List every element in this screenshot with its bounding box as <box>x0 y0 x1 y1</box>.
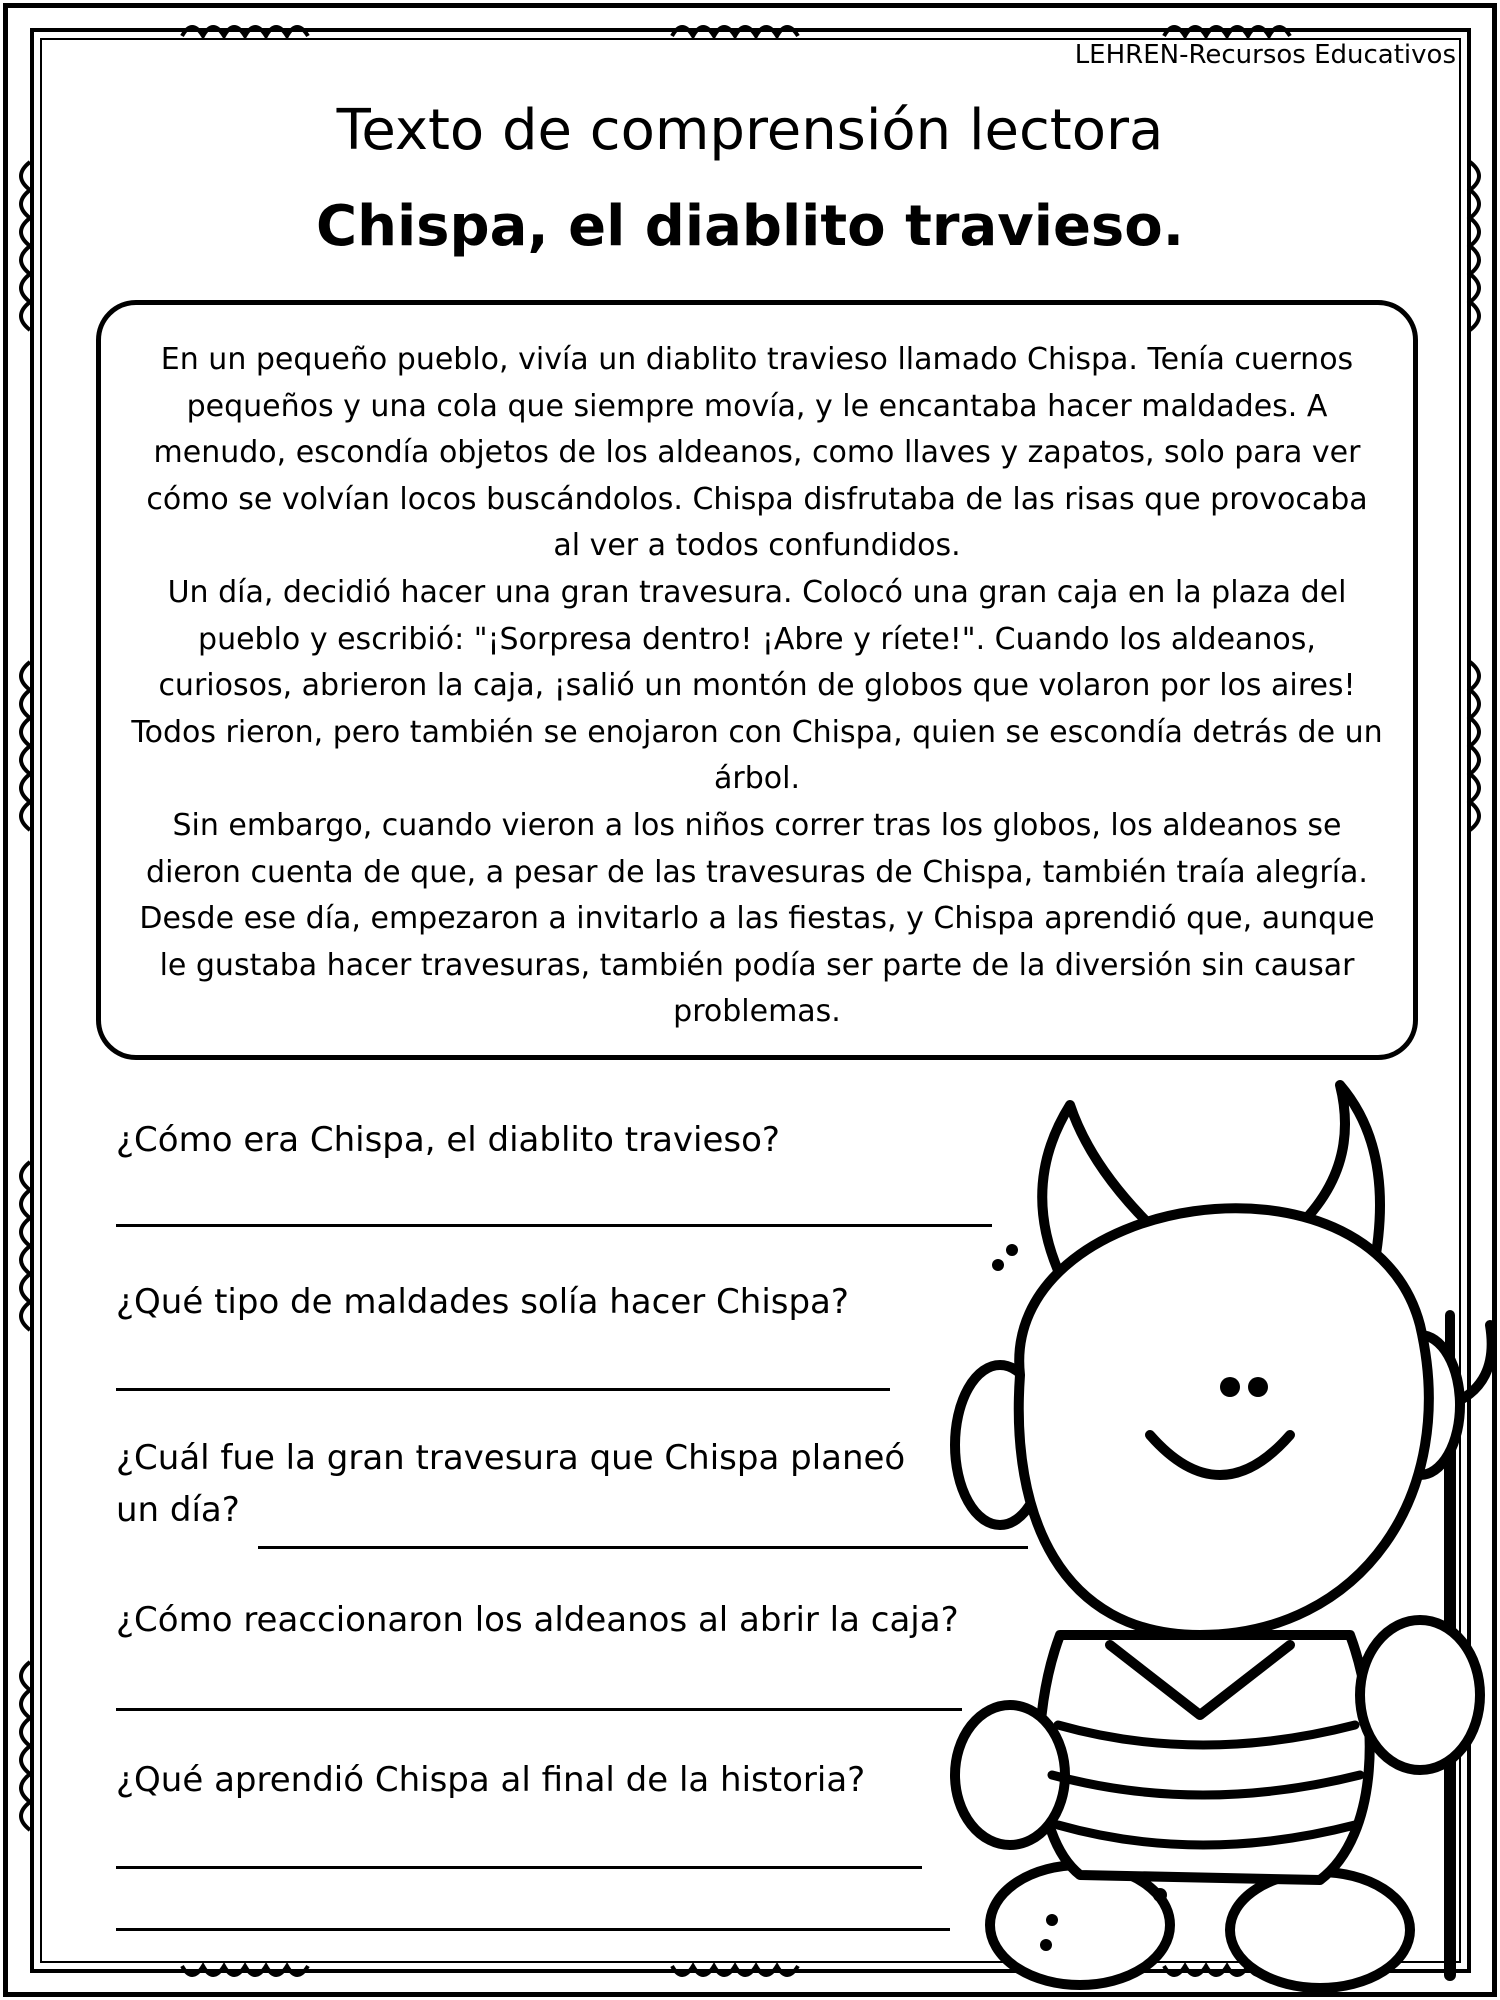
story-title: Chispa, el diablito travieso. <box>315 194 1185 259</box>
story-paragraph-3: Sin embargo, cuando vieron a los niños correr tras los globos, los aldeanos se dieron cuenta de que, a pesar de las travesuras de Chispa, también traía alegría. Desde ese día, empezaron a invitarlo a las fiestas, y Chispa aprendió que, aunque le gustaba hacer travesuras, también podía ser parte de la diversión sin causar problemas. <box>139 807 1375 1030</box>
answer-line-2[interactable] <box>116 1388 890 1391</box>
left-scallop-bottom <box>8 1660 34 1830</box>
answer-line-5b[interactable] <box>116 1928 950 1931</box>
question-3-continuation: un día? <box>116 1490 240 1530</box>
left-scallop-middle <box>8 660 34 830</box>
answer-line-1[interactable] <box>116 1224 992 1227</box>
answer-line-4[interactable] <box>116 1708 962 1711</box>
question-3: ¿Cuál fue la gran travesura que Chispa planeó <box>116 1438 906 1478</box>
top-scallop-left <box>180 14 310 40</box>
page-title: Texto de comprensión lectora <box>336 98 1164 163</box>
story-paragraph-1: En un pequeño pueblo, vivía un diablito travieso llamado Chispa. Tenía cuernos pequeños y una cola que siempre movía, y le encantaba hacer maldades. A menudo, escondía objetos de los aldeanos, como llaves y zapatos, solo para ver cómo se volvían locos buscándolos. Chispa disfrutaba de las risas que provocaba al ver a todos confundidos. <box>146 342 1368 564</box>
question-4: ¿Cómo reaccionaron los aldeanos al abrir la caja? <box>116 1600 959 1640</box>
top-scallop-right <box>1162 14 1292 40</box>
bottom-scallop-center <box>670 1962 800 1988</box>
story-text-box <box>96 300 1418 1060</box>
right-scallop-middle <box>1466 660 1492 830</box>
story-paragraph-2: Un día, decidió hacer una gran travesura. Colocó una gran caja en la plaza del pueblo y escribió: "¡Sorpresa dentro! ¡Abre y ríete!". Cuando los aldeanos, curiosos, abrieron la caja, ¡salió un montón de globos que volaron por los aires! Todos rieron, pero también se enojaron con Chispa, quien se escondía detrás de un árbol. <box>131 574 1383 797</box>
question-5: ¿Qué aprendió Chispa al final de la historia? <box>116 1760 866 1800</box>
answer-line-5a[interactable] <box>116 1866 922 1869</box>
left-scallop-lower <box>8 1160 34 1330</box>
question-1: ¿Cómo era Chispa, el diablito travieso? <box>116 1120 780 1160</box>
top-scallop-center <box>670 14 800 40</box>
question-2: ¿Qué tipo de maldades solía hacer Chispa? <box>116 1282 849 1322</box>
bottom-scallop-left <box>180 1962 310 1988</box>
devil-character-illustration <box>940 1075 1500 1975</box>
answer-line-3[interactable] <box>258 1546 1028 1549</box>
publisher-credit: LEHREN-Recursos Educativos <box>1074 40 1456 70</box>
